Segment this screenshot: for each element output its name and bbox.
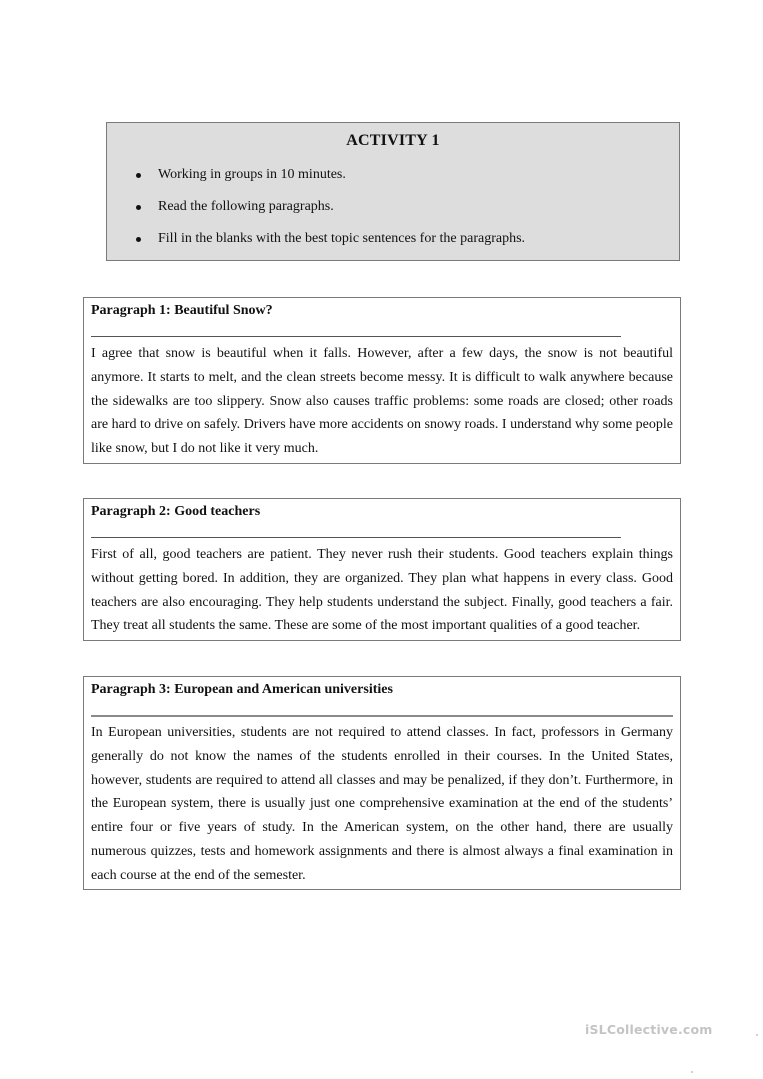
site-watermark: iSLCollective.com — [585, 1022, 713, 1037]
instruction-text: Working in groups in 10 minutes. — [158, 167, 346, 182]
instruction-item — [158, 167, 346, 183]
instruction-text: Fill in the blanks with the best topic sentences for the paragraphs. — [158, 231, 526, 246]
paragraph-title: Paragraph 2: Good teachers — [91, 504, 261, 519]
paragraph-text: First of all, good teachers are patient. They never rush their students. Good teachers explain things without getting bored. In addition, they are organized. They plan what happens in every class. Good teachers are also encouraging. They help students understand the subject. Finally, good teachers a fair. They treat all students the same. These are some of the most important qualities of a good teacher. — [91, 547, 673, 634]
instruction-text: Read the following paragraphs. — [158, 199, 334, 214]
paragraph-3-box — [83, 676, 681, 890]
activity-title: ACTIVITY 1 — [346, 132, 440, 149]
paragraph-title: Paragraph 1: Beautiful Snow? — [91, 303, 273, 318]
bullet-icon — [136, 237, 141, 242]
bullet-icon — [136, 173, 141, 178]
paragraph-text: I agree that snow is beautiful when it falls. However, after a few days, the snow is not beautiful anymore. It starts to melt, and the clean streets become messy. It is difficult to walk anywhere because the sidewalks are too slippery. Snow also causes traffic problems: some roads are closed; other roads are hard to drive on safely. Drivers have more accidents on snowy roads. I understand why some people like snow, but I do not like it very much. — [91, 346, 673, 457]
decorative-dot — [691, 1071, 693, 1073]
topic-sentence-blank[interactable] — [91, 537, 621, 538]
topic-sentence-blank[interactable] — [91, 336, 621, 337]
instruction-item — [158, 231, 525, 247]
paragraph-title: Paragraph 3: European and American universities — [91, 682, 393, 697]
paragraph-1-box — [83, 297, 681, 464]
paragraph-2-box — [83, 498, 681, 641]
activity-instructions-box — [106, 122, 680, 261]
paragraph-text: In European universities, students are not required to attend classes. In fact, professors in Germany generally do not know the names of the students enrolled in their courses. In the United States, however, students are required to attend all classes and may be penalized, if they don’t. Furthermore, in the European system, there is usually just one comprehensive examination at the end of the students’ entire four or five years of study. In the American system, on the other hand, there are usually numerous quizzes, tests and homework assignments and there is almost always a final examination in each course at the end of the semester. — [91, 725, 673, 883]
bullet-icon — [136, 205, 141, 210]
decorative-dot — [756, 1034, 758, 1036]
instruction-item — [158, 199, 334, 215]
topic-sentence-blank[interactable] — [91, 715, 673, 717]
